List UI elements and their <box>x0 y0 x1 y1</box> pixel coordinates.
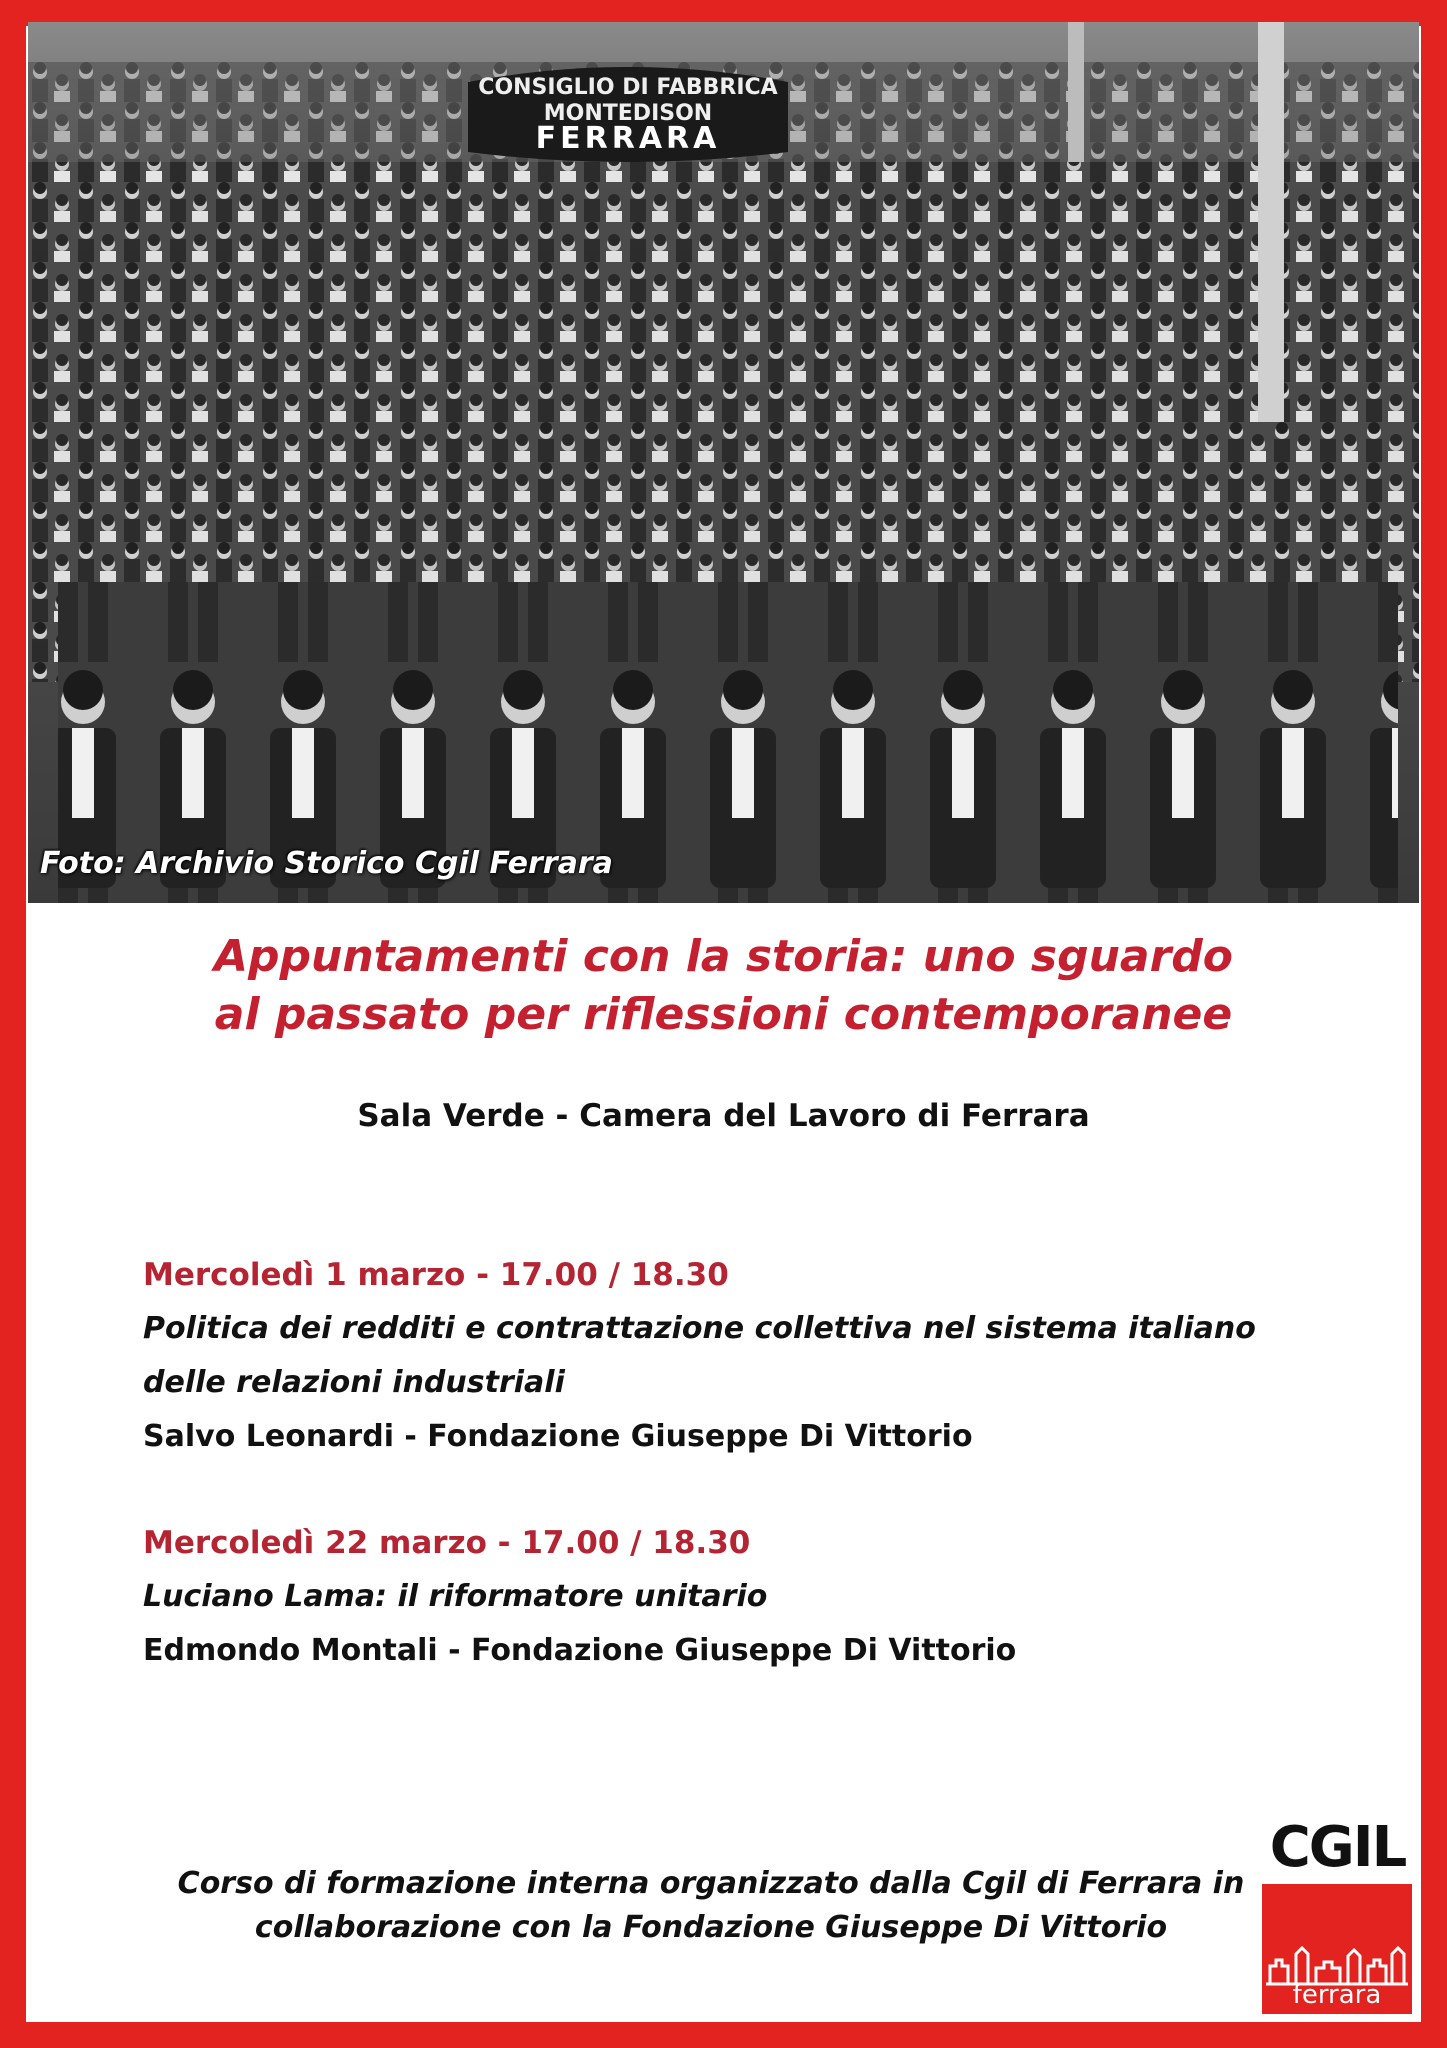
footer-note <box>86 1862 1336 1950</box>
photo-credit: Foto: Archivio Storico Cgil Ferrara <box>40 846 613 881</box>
banner-line-2: MONTEDISON <box>543 101 713 126</box>
title-line-2: al passato per riflessioni contemporanee <box>214 989 1233 1040</box>
logo-word: CGIL <box>1269 1815 1406 1880</box>
event-speaker: Salvo Leonardi - Fondazione Giuseppe Di Vittorio <box>143 1419 973 1454</box>
event-topic-line-1: Politica dei redditi e contrattazione collettiva nel sistema italiano <box>143 1311 1256 1346</box>
footer-line-1: Corso di formazione interna organizzato dalla Cgil di Ferrara in <box>177 1866 1245 1901</box>
event-date: Mercoledì 22 marzo - 17.00 / 18.30 <box>143 1525 751 1561</box>
logo-red-box <box>1262 1884 1412 2014</box>
banner-line-3: FERRARA <box>535 121 721 156</box>
title-line-1: Appuntamenti con la storia: uno sguardo <box>213 931 1234 982</box>
event-speaker: Edmondo Montali - Fondazione Giuseppe Di Vittorio <box>143 1633 1017 1668</box>
event-item <box>143 1516 1343 1678</box>
logo-city: ferrara <box>1292 1980 1382 2010</box>
event-date: Mercoledì 1 marzo - 17.00 / 18.30 <box>143 1257 729 1293</box>
footer-line-2: collaborazione con la Fondazione Giuseppe Di Vittorio <box>254 1910 1168 1945</box>
crowd-march-photo <box>28 22 1419 903</box>
cgil-logo <box>1256 1815 1419 2012</box>
event-topic-line-1: Luciano Lama: il riformatore unitario <box>143 1579 768 1614</box>
page-title <box>26 928 1421 1044</box>
venue: Sala Verde - Camera del Lavoro di Ferrara <box>357 1098 1090 1134</box>
event-item <box>143 1248 1343 1464</box>
banner-line-1: CONSIGLIO DI FABBRICA <box>478 75 778 100</box>
archive-photo <box>28 22 1419 903</box>
event-topic-line-2: delle relazioni industriali <box>143 1365 565 1400</box>
